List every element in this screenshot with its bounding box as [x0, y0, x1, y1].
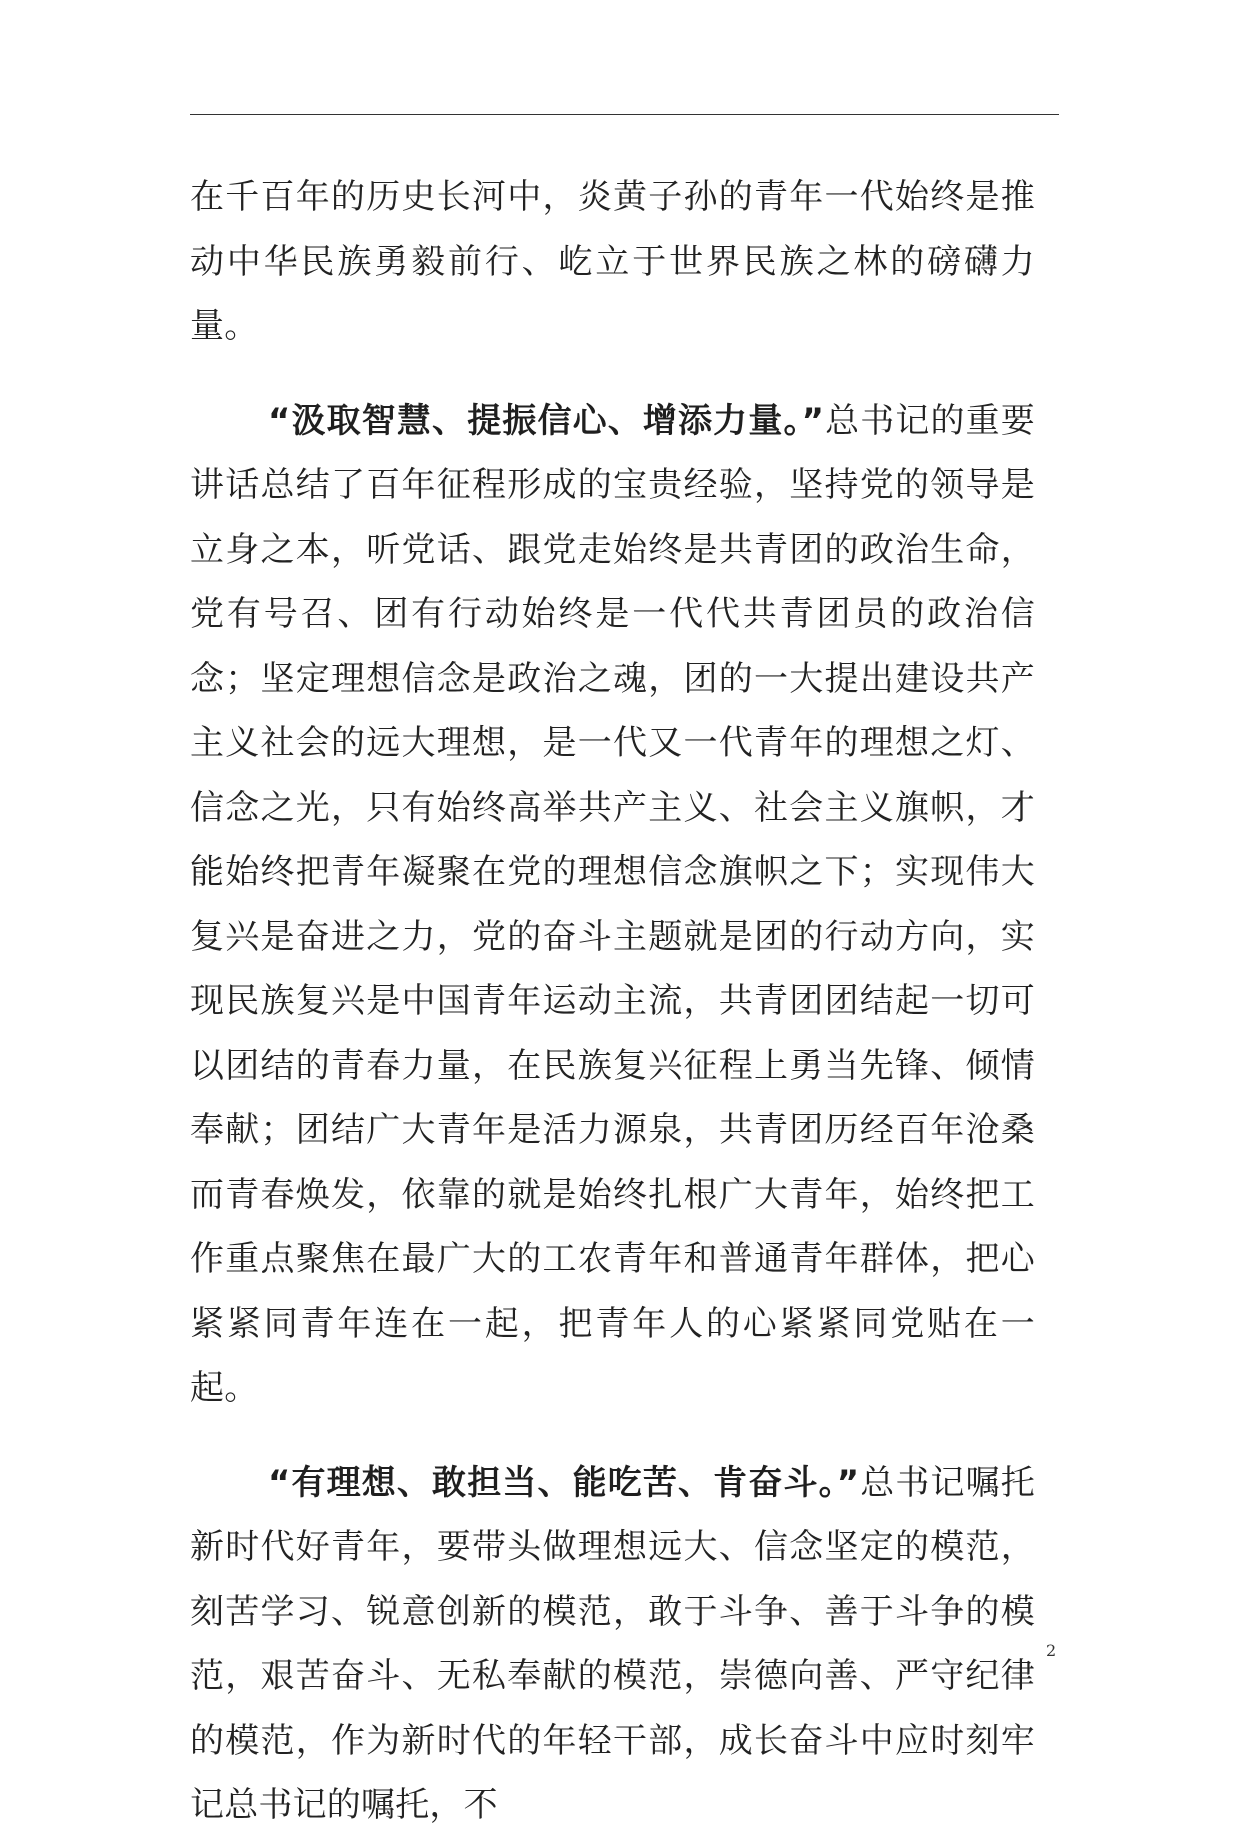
paragraph-3 — [190, 1451, 1035, 1838]
paragraph-2 — [190, 389, 1035, 1421]
document-body — [190, 165, 1035, 1838]
paragraph-3-lead-quote: “有理想、敢担当、能吃苦、肯奋斗。” — [268, 1462, 860, 1503]
page-number: 2 — [1046, 1641, 1057, 1660]
paragraph-2-lead-quote: “汲取智慧、提振信心、增添力量。” — [268, 400, 825, 441]
paragraph-3-text: 总书记嘱托新时代好青年，要带头做理想远大、信念坚定的模范，刻苦学习、锐意创新的模范，敢于斗争、善于斗争的模范，艰苦奋斗、无私奉献的模范，崇德向善、严守纪律的模范，作为新时代的年轻干部，成长奋斗中应时刻牢记总书记的嘱托，不 — [190, 1462, 1036, 1825]
paragraph-2-text: 总书记的重要讲话总结了百年征程形成的宝贵经验，坚持党的领导是立身之本，听党话、跟党走始终是共青团的政治生命，党有号召、团有行动始终是一代代共青团员的政治信念；坚定理想信念是政治之魂，团的一大提出建设共产主义社会的远大理想，是一代又一代青年的理想之灯、信念之光，只有始终高举共产主义、社会主义旗帜，才能始终把青年凝聚在党的理想信念旗帜之下；实现伟大复兴是奋进之力，党的奋斗主题就是团的行动方向，实现民族复兴是中国青年运动主流，共青团团结起一切可以团结的青春力量，在民族复兴征程上勇当先锋、倾情奉献；团结广大青年是活力源泉，共青团历经百年沧桑而青春焕发，依靠的就是始终扎根广大青年，始终把工作重点聚焦在最广大的工农青年和普通青年群体，把心紧紧同青年连在一起，把青年人的心紧紧同党贴在一起。 — [190, 400, 1036, 1408]
paragraph-1 — [190, 165, 1035, 359]
paragraph-1-text: 在千百年的历史长河中，炎黄子孙的青年一代始终是推动中华民族勇毅前行、屹立于世界民族之林的磅礴力量。 — [190, 177, 1035, 346]
header-rule — [190, 114, 1059, 115]
